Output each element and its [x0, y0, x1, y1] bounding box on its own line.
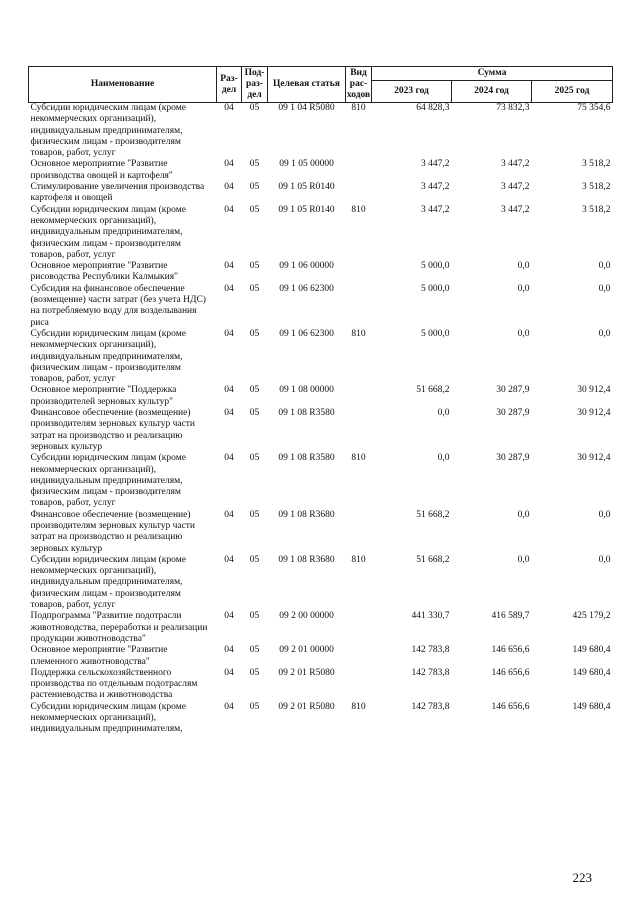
- col-name-header: Наименование: [29, 67, 217, 103]
- row-sum-2025: 425 179,2: [572, 611, 611, 622]
- row-sum-2023: 0,0: [437, 453, 450, 464]
- row-sum-2025: 0,0: [598, 283, 611, 294]
- row-razdel: 04: [224, 283, 234, 294]
- table-row: [29, 408, 613, 453]
- row-sum-2024: 3 447,2: [501, 159, 530, 170]
- row-target: 09 1 08 R3580: [278, 453, 335, 464]
- row-sum-2024: 0,0: [517, 509, 530, 520]
- table-row: [29, 555, 613, 611]
- row-podrazdel: 05: [249, 453, 260, 464]
- row-sum-2024: 30 287,9: [496, 385, 530, 396]
- row-name: Финансовое обеспечение (возмещение) производителям зерновых культур части затрат на производство и реализацию зерновых культур: [30, 509, 196, 554]
- row-sum-2025: 30 912,4: [577, 453, 611, 464]
- row-podrazdel: 05: [249, 103, 260, 113]
- row-sum-2025: 0,0: [598, 509, 611, 520]
- row-razdel: 04: [224, 182, 234, 193]
- row-vid: 810: [351, 701, 366, 712]
- row-name: Поддержка сельскохозяйственного производства по отдельным подотраслям растениеводства и животноводства: [30, 667, 198, 701]
- row-sum-2025: 30 912,4: [577, 385, 611, 396]
- row-sum-2023: 0,0: [437, 408, 450, 419]
- table-row: [29, 329, 613, 385]
- row-podrazdel: 05: [249, 554, 260, 565]
- table-row: [29, 385, 613, 408]
- table-row: [29, 645, 613, 668]
- row-sum-2023: 64 828,3: [416, 103, 450, 113]
- row-sum-2025: 0,0: [598, 261, 611, 272]
- row-name: Субсидии юридическим лицам (кроме некоммерческих организаций), индивидуальным предпринимателям, физическим лицам - производителям товаров, работ, услуг: [30, 204, 186, 260]
- row-vid: [346, 261, 372, 284]
- row-vid: [346, 510, 372, 555]
- row-target: 09 1 05 R0140: [278, 204, 335, 215]
- col-2023-header: 2023 год: [372, 81, 452, 103]
- row-sum-2025: 149 680,4: [572, 667, 611, 678]
- row-sum-2024: 30 287,9: [496, 408, 530, 419]
- row-name: Субсидии юридическим лицам (кроме некоммерческих организаций), индивидуальным предпринимателям, физическим лицам - производителям товаров, работ, услуг: [30, 554, 186, 611]
- row-sum-2024: 0,0: [517, 283, 530, 294]
- row-name: Подпрограмма "Развитие подотрасли животноводства, переработки и реализации продукции животноводства": [30, 611, 208, 644]
- table-body: [29, 103, 613, 736]
- table-row: [29, 182, 613, 205]
- budget-table: [28, 66, 613, 736]
- row-sum-2023: 5 000,0: [421, 261, 450, 272]
- row-target: 09 2 00 00000: [279, 611, 334, 622]
- row-podrazdel: 05: [249, 385, 260, 396]
- row-podrazdel: 05: [249, 328, 260, 339]
- row-vid: [346, 668, 372, 702]
- row-sum-2023: 142 783,8: [411, 667, 450, 678]
- row-name: Субсидия на финансовое обеспечение (возмещение) части затрат (без учета НДС) на потребляемую воду для возделывания риса: [30, 283, 206, 328]
- table-row: [29, 611, 613, 645]
- row-razdel: 04: [224, 701, 234, 712]
- row-sum-2025: 30 912,4: [577, 408, 611, 419]
- row-name: Субсидии юридическим лицам (кроме некоммерческих организаций), индивидуальным предпринимателям, физическим лицам - производителям товаров, работ, услуг: [30, 453, 186, 509]
- row-razdel: 04: [224, 667, 234, 678]
- row-razdel: 04: [224, 261, 234, 272]
- row-vid: [346, 645, 372, 668]
- col-vid-header: Вид рас-ходов: [346, 67, 372, 103]
- table-row: [29, 103, 613, 160]
- budget-table-wrapper: [28, 66, 612, 736]
- row-razdel: 04: [224, 554, 234, 565]
- row-name: Финансовое обеспечение (возмещение) производителям зерновых культур части затрат на производство и реализацию зерновых культур: [30, 408, 196, 452]
- row-podrazdel: 05: [249, 204, 260, 215]
- row-target: 09 1 08 R3580: [278, 408, 335, 419]
- row-sum-2024: 146 656,6: [491, 645, 530, 656]
- row-target: 09 1 08 R3680: [278, 554, 335, 565]
- row-sum-2023: 142 783,8: [411, 701, 450, 712]
- row-vid: 810: [351, 328, 366, 339]
- row-sum-2023: 51 668,2: [416, 509, 450, 520]
- row-name: Стимулирование увеличения производства картофеля и овощей: [30, 182, 205, 204]
- row-vid: 810: [351, 554, 366, 565]
- row-podrazdel: 05: [249, 667, 260, 678]
- row-razdel: 04: [224, 453, 234, 464]
- row-podrazdel: 05: [249, 283, 260, 294]
- page-number: 223: [572, 870, 592, 885]
- row-target: 09 1 08 00000: [279, 385, 334, 396]
- row-podrazdel: 05: [249, 645, 260, 656]
- row-sum-2024: 146 656,6: [491, 701, 530, 712]
- table-row: [29, 510, 613, 555]
- row-sum-2025: 3 518,2: [582, 182, 611, 193]
- row-sum-2024: 0,0: [517, 554, 530, 565]
- row-sum-2025: 149 680,4: [572, 645, 611, 656]
- row-vid: [346, 408, 372, 453]
- row-sum-2023: 5 000,0: [421, 328, 450, 339]
- row-razdel: 04: [224, 408, 234, 419]
- table-header: [29, 67, 613, 103]
- row-razdel: 04: [224, 509, 234, 520]
- row-sum-2023: 3 447,2: [421, 159, 450, 170]
- col-podrazdel-header: Под-раз-дел: [242, 67, 268, 103]
- row-target: 09 1 08 R3680: [278, 509, 335, 520]
- row-razdel: 04: [224, 204, 234, 215]
- row-razdel: 04: [224, 159, 234, 170]
- row-sum-2024: 3 447,2: [501, 204, 530, 215]
- row-podrazdel: 05: [249, 408, 260, 419]
- row-razdel: 04: [224, 328, 234, 339]
- row-vid: [346, 385, 372, 408]
- row-target: 09 1 04 R5080: [278, 103, 335, 113]
- row-sum-2025: 3 518,2: [582, 159, 611, 170]
- col-2025-header: 2025 год: [532, 81, 613, 103]
- row-razdel: 04: [224, 645, 234, 656]
- row-target: 09 1 05 R0140: [278, 182, 335, 193]
- row-sum-2025: 0,0: [598, 328, 611, 339]
- row-target: 09 1 06 62300: [279, 328, 334, 339]
- row-sum-2023: 3 447,2: [421, 182, 450, 193]
- row-podrazdel: 05: [249, 509, 260, 520]
- row-sum-2024: 73 832,3: [496, 103, 530, 113]
- row-sum-2024: 30 287,9: [496, 453, 530, 464]
- row-sum-2023: 441 330,7: [411, 611, 450, 622]
- row-sum-2024: 0,0: [517, 261, 530, 272]
- table-row: [29, 261, 613, 284]
- row-podrazdel: 05: [249, 159, 260, 170]
- row-sum-2024: 0,0: [517, 328, 530, 339]
- table-row: [29, 159, 613, 182]
- row-podrazdel: 05: [249, 182, 260, 193]
- row-podrazdel: 05: [249, 701, 260, 712]
- row-name: Субсидии юридическим лицам (кроме некоммерческих организаций), индивидуальным предпринимателям,: [30, 701, 186, 735]
- row-sum-2023: 51 668,2: [416, 385, 450, 396]
- row-sum-2025: 75 354,6: [577, 103, 611, 113]
- table-row: [29, 668, 613, 702]
- row-vid: [346, 159, 372, 182]
- row-razdel: 04: [224, 385, 234, 396]
- row-name: Основное мероприятие "Поддержка производителей зерновых культур": [30, 385, 177, 407]
- row-sum-2023: 51 668,2: [416, 554, 450, 565]
- row-podrazdel: 05: [249, 611, 260, 622]
- col-razdel-header: Раз-дел: [217, 67, 242, 103]
- row-vid: 810: [351, 103, 366, 113]
- table-row: [29, 284, 613, 329]
- row-name: Основное мероприятие "Развитие производства овощей и картофеля": [30, 159, 173, 181]
- row-sum-2025: 3 518,2: [582, 204, 611, 215]
- row-sum-2024: 3 447,2: [501, 182, 530, 193]
- row-vid: [346, 284, 372, 329]
- row-podrazdel: 05: [249, 261, 260, 272]
- row-sum-2025: 149 680,4: [572, 701, 611, 712]
- table-row: [29, 205, 613, 261]
- row-target: 09 2 01 R5080: [278, 667, 335, 678]
- table-row: [29, 453, 613, 509]
- row-name: Основное мероприятие "Развитие племенного животноводства": [30, 645, 168, 667]
- col-target-header: Целевая статья: [268, 67, 346, 103]
- row-vid: [346, 182, 372, 205]
- col-sum-header: Сумма: [372, 67, 613, 81]
- row-name: Субсидии юридическим лицам (кроме некоммерческих организаций), индивидуальным предпринимателям, физическим лицам - производителям товаров, работ, услуг: [30, 328, 186, 385]
- row-vid: [346, 611, 372, 645]
- row-target: 09 1 05 00000: [279, 159, 334, 170]
- row-sum-2023: 3 447,2: [421, 204, 450, 215]
- col-2024-header: 2024 год: [452, 81, 532, 103]
- row-sum-2024: 146 656,6: [491, 667, 530, 678]
- row-sum-2025: 0,0: [598, 554, 611, 565]
- row-vid: 810: [351, 453, 366, 464]
- row-sum-2023: 142 783,8: [411, 645, 450, 656]
- row-razdel: 04: [224, 103, 234, 113]
- row-target: 09 2 01 00000: [279, 645, 334, 656]
- row-target: 09 2 01 R5080: [278, 701, 335, 712]
- row-name: Основное мероприятие "Развитие рисоводства Республики Калмыкия": [30, 261, 178, 283]
- table-row: [29, 702, 613, 736]
- row-name: Субсидии юридическим лицам (кроме некоммерческих организаций), индивидуальным предпринимателям, физическим лицам - производителям товаров, работ, услуг: [30, 103, 186, 159]
- row-sum-2023: 5 000,0: [421, 283, 450, 294]
- row-target: 09 1 06 62300: [279, 283, 334, 294]
- row-sum-2024: 416 589,7: [491, 611, 530, 622]
- row-target: 09 1 06 00000: [279, 261, 334, 272]
- row-razdel: 04: [224, 611, 234, 622]
- row-vid: 810: [351, 204, 366, 215]
